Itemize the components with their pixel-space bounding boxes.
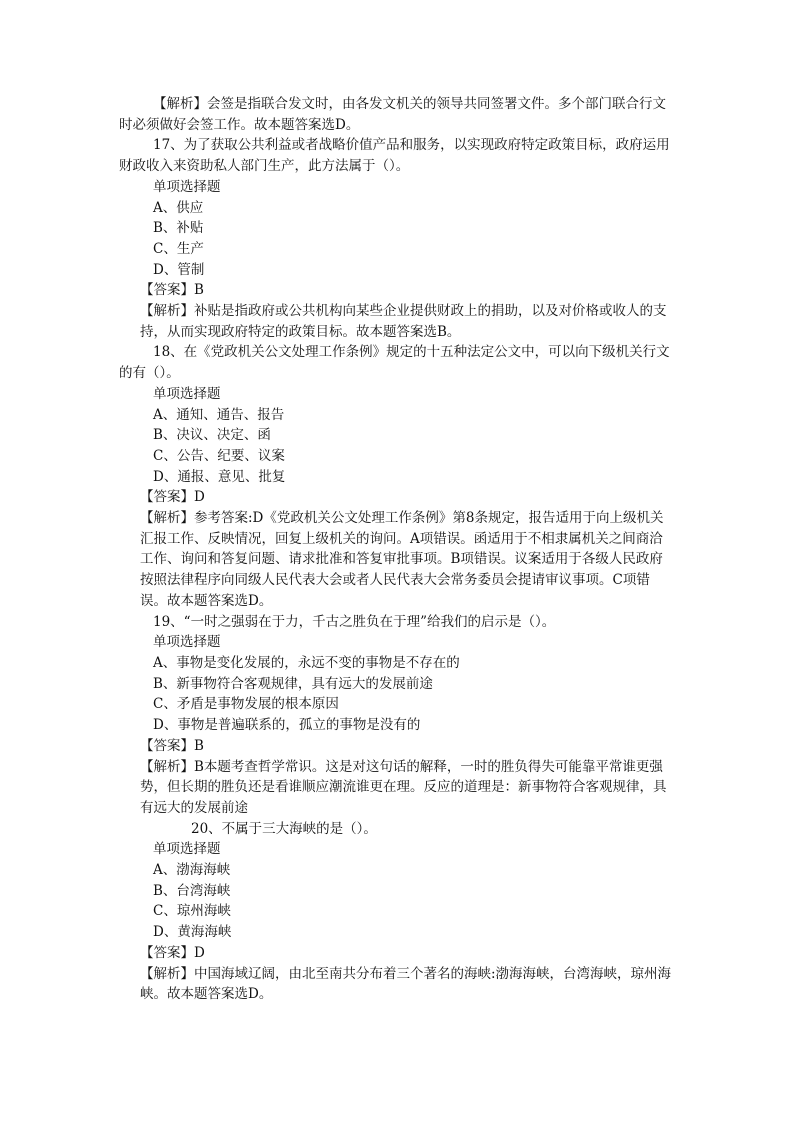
option-a: A、供应 xyxy=(153,199,204,216)
analysis-paragraph: 【解析】参考答案:D《党政机关公文处理工作条例》第8条规定，报告适用于向上级机关汇报工作、反映情况，回复上级机关的询问。A项错误。函适用于不相隶属机关之间商洽工作、询问和答复问题、请求批准和答复审批事项。B项错误。议案适用于各级人民政府按照法律程序向同级人民代表大会或者人民代表大会常务委员会提请审议事项。C项错误。故本题答案选D。 xyxy=(140,510,664,609)
question-20: 20、不属于三大海峡的是（）。 xyxy=(191,820,377,837)
option-d: D、管制 xyxy=(153,261,205,278)
answer-line: 【答案】D xyxy=(140,489,205,506)
document-body xyxy=(119,94,675,1005)
option-b: B、补贴 xyxy=(153,220,204,237)
option-d: D、通报、意见、批复 xyxy=(153,468,286,485)
option-b: B、新事物符合客观规律，具有远大的发展前途 xyxy=(153,675,433,692)
option-a: A、通知、通告、报告 xyxy=(153,406,285,423)
option-d: D、事物是普遍联系的，孤立的事物是没有的 xyxy=(153,717,421,734)
answer-line: 【答案】B xyxy=(140,282,204,299)
analysis-paragraph: 【解析】中国海域辽阔，由北至南共分布着三个著名的海峡:渤海海峡，台湾海峡，琼州海峡。故本题答案选D。 xyxy=(140,965,672,1003)
option-d: D、黄海海峡 xyxy=(153,924,232,941)
option-c: C、公告、纪要、议案 xyxy=(153,447,285,464)
option-a: A、事物是变化发展的，永远不变的事物是不存在的 xyxy=(153,654,460,671)
analysis-paragraph: 【解析】补贴是指政府或公共机构向某些企业提供财政上的捐助，以及对价格或收人的支持，从而实现政府特定的政策目标。故本题答案选B。 xyxy=(140,303,667,340)
option-c: C、生产 xyxy=(153,240,204,257)
question-type-label: 单项选择题 xyxy=(153,634,221,651)
question-19: 19、“一时之强弱在于力，千古之胜负在于理”给我们的启示是（）。 xyxy=(153,613,556,630)
question-type-label: 单项选择题 xyxy=(153,385,221,402)
option-c: C、矛盾是事物发展的根本原因 xyxy=(153,696,339,713)
analysis-paragraph: 【解析】会签是指联合发文时，由各发文机关的领导共同签署文件。多个部门联合行文时必须做好会签工作。故本题答案选D。 xyxy=(119,96,666,133)
option-b: B、台湾海峡 xyxy=(153,882,231,899)
question-18: 18、在《党政机关公文处理工作条例》规定的十五种法定公文中，可以向下级机关行文的有（）。 xyxy=(119,344,670,382)
option-a: A、渤海海峡 xyxy=(153,862,231,879)
option-c: C、琼州海峡 xyxy=(153,903,231,920)
question-type-label: 单项选择题 xyxy=(153,178,221,195)
option-b: B、决议、决定、函 xyxy=(153,427,271,444)
analysis-paragraph: 【解析】B本题考查哲学常识。这是对这句话的解释，一时的胜负得失可能靠平常谁更强势，但长期的胜负还是看谁顺应潮流谁更在理。反应的道理是：新事物符合客观规律，具有远大的发展前途 xyxy=(140,758,667,816)
answer-line: 【答案】D xyxy=(140,944,205,961)
question-type-label: 单项选择题 xyxy=(153,841,221,858)
answer-line: 【答案】B xyxy=(140,737,204,754)
question-17: 17、为了获取公共利益或者战略价值产品和服务，以实现政府特定政策目标，政府运用财政收入来资助私人部门生产，此方法属于（）。 xyxy=(119,137,670,175)
